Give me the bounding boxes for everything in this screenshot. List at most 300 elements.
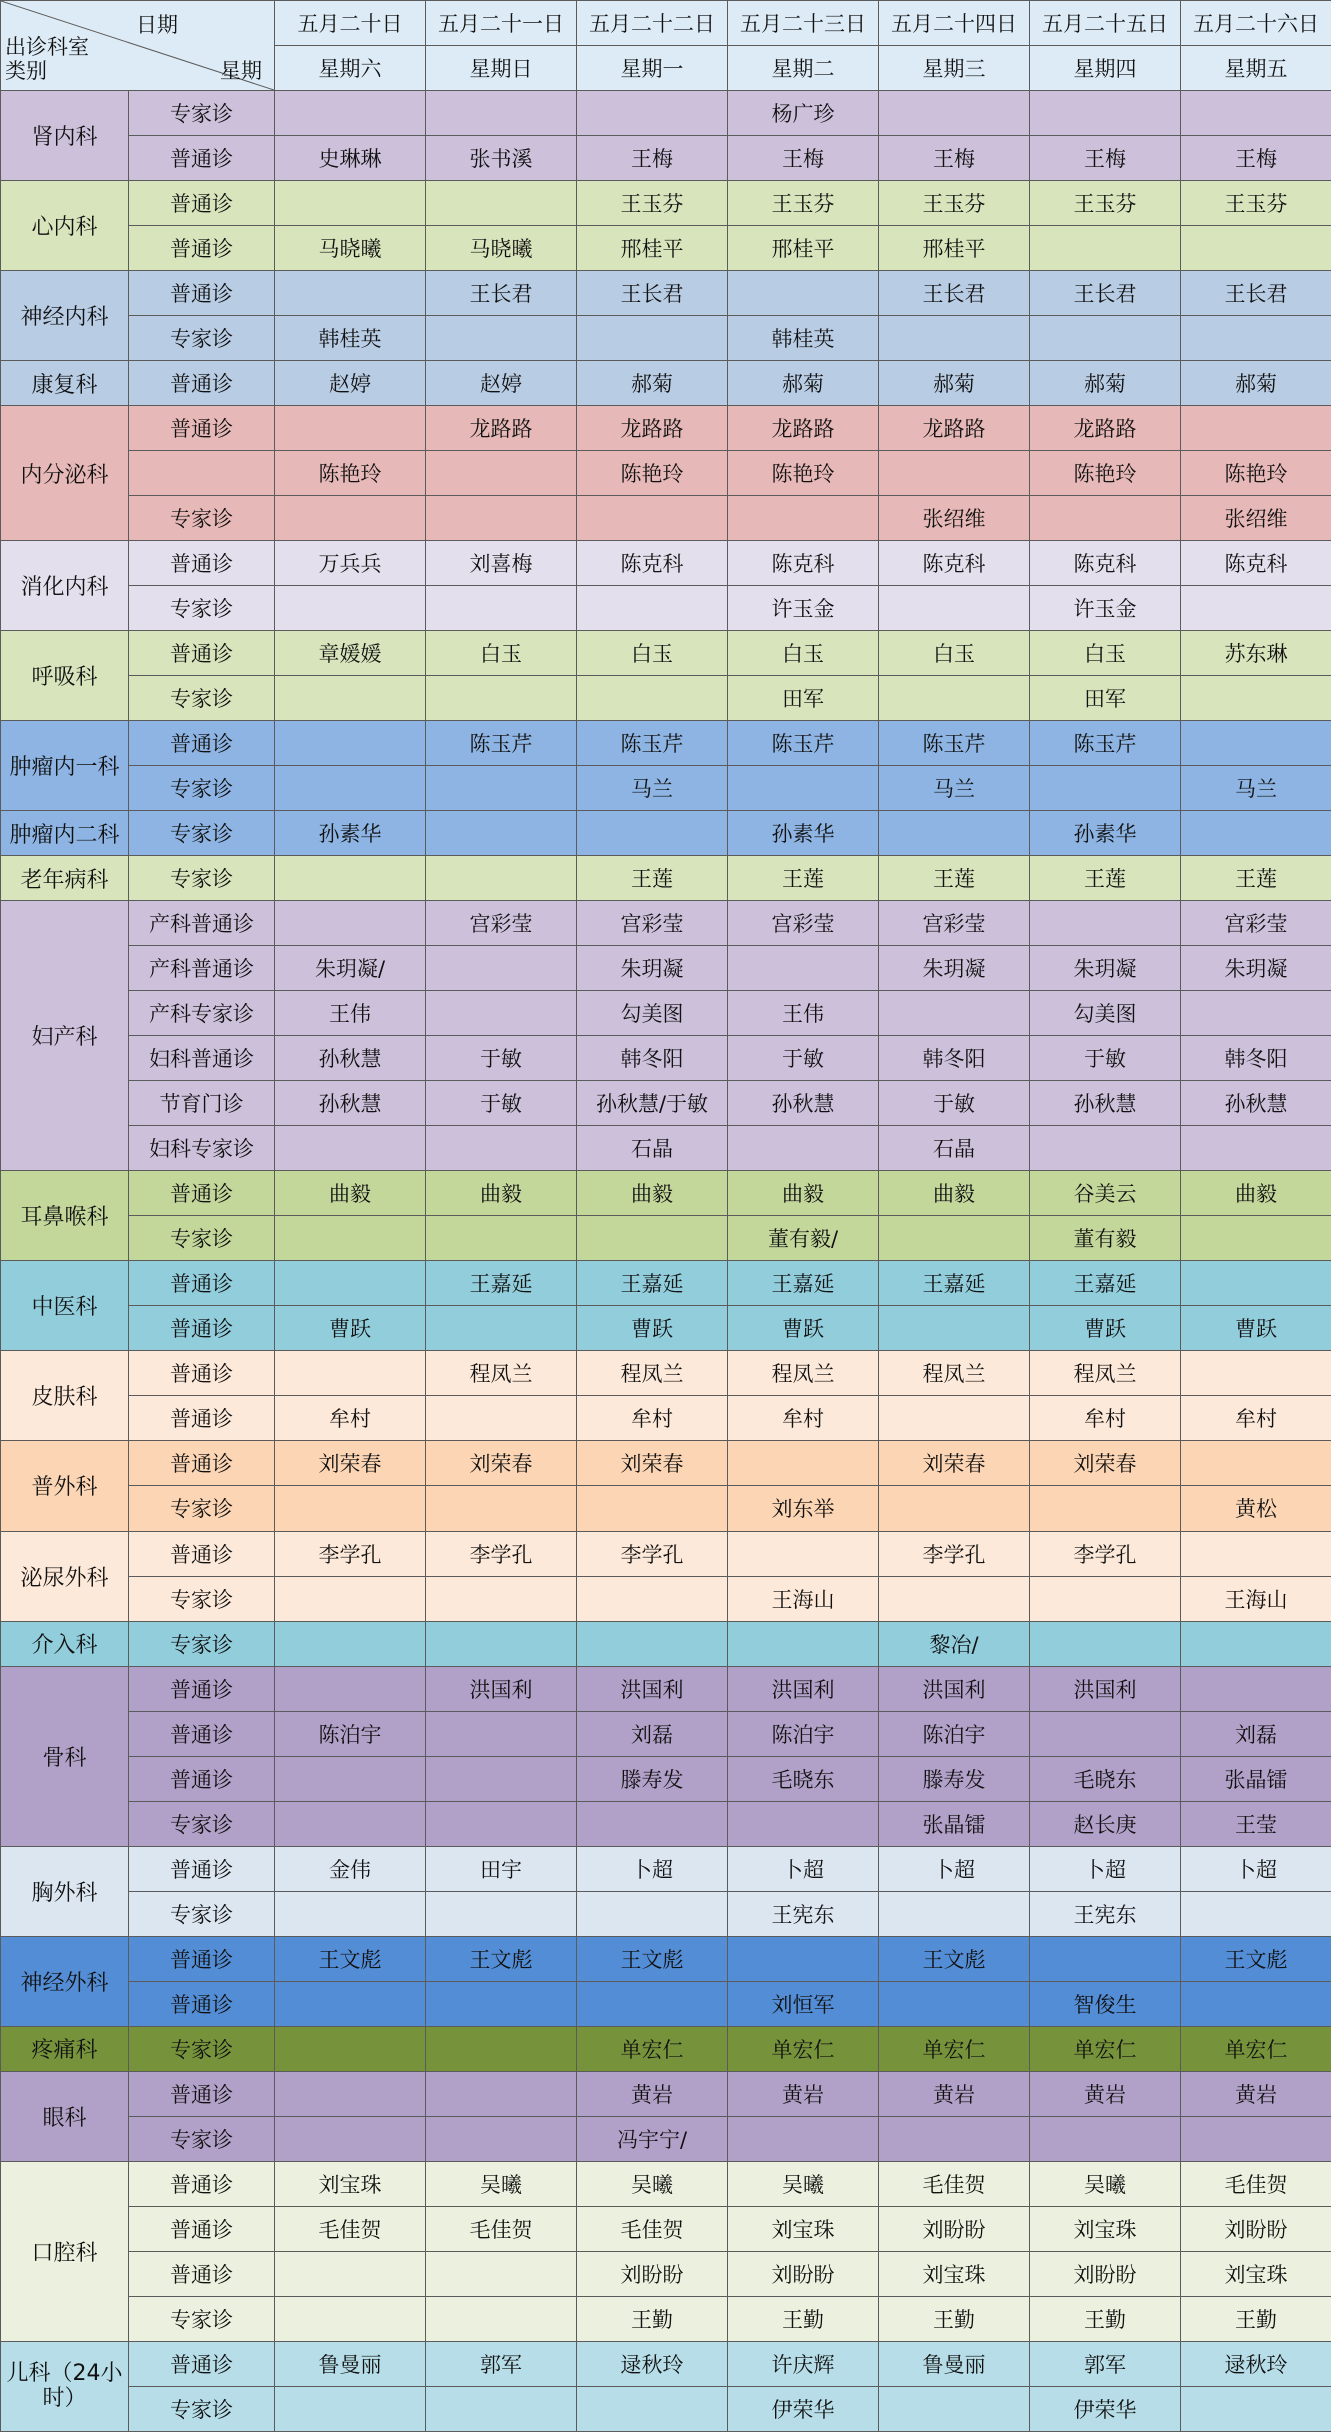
clinic-type: 专家诊 bbox=[129, 2116, 275, 2161]
schedule-row bbox=[1, 856, 1331, 901]
doctor-cell bbox=[275, 676, 426, 721]
doctor-cell bbox=[426, 1126, 577, 1171]
clinic-type: 专家诊 bbox=[129, 1216, 275, 1261]
doctor-cell: 逯秋玲 bbox=[1181, 2341, 1331, 2386]
department-name: 眼科 bbox=[1, 2071, 129, 2161]
doctor-cell: 陈玉芹 bbox=[1030, 721, 1181, 766]
department-name: 神经外科 bbox=[1, 1936, 129, 2026]
doctor-cell bbox=[275, 1126, 426, 1171]
doctor-cell: 董有毅 bbox=[1030, 1216, 1181, 1261]
department-name: 泌尿外科 bbox=[1, 1531, 129, 1621]
doctor-cell bbox=[879, 1981, 1030, 2026]
doctor-cell: 宫彩莹 bbox=[1181, 901, 1331, 946]
date-header: 五月二十五日 bbox=[1030, 1, 1181, 46]
doctor-cell: 朱玥凝 bbox=[1181, 946, 1331, 991]
doctor-cell bbox=[728, 496, 879, 541]
clinic-type: 产科普通诊 bbox=[129, 901, 275, 946]
doctor-cell: 金伟 bbox=[275, 1846, 426, 1891]
department-name: 介入科 bbox=[1, 1621, 129, 1666]
doctor-cell: 单宏仁 bbox=[577, 2026, 728, 2071]
doctor-cell bbox=[1030, 496, 1181, 541]
date-header: 五月二十六日 bbox=[1181, 1, 1331, 46]
doctor-cell bbox=[426, 856, 577, 901]
doctor-cell bbox=[275, 1981, 426, 2026]
doctor-cell: 王梅 bbox=[1181, 136, 1331, 181]
doctor-cell bbox=[275, 1216, 426, 1261]
doctor-cell: 牟村 bbox=[275, 1396, 426, 1441]
doctor-cell: 陈玉芹 bbox=[879, 721, 1030, 766]
doctor-cell bbox=[879, 1396, 1030, 1441]
doctor-cell: 陈艳玲 bbox=[1030, 451, 1181, 496]
doctor-cell bbox=[879, 2386, 1030, 2431]
doctor-cell: 曹跃 bbox=[1030, 1306, 1181, 1351]
doctor-cell bbox=[1181, 1666, 1331, 1711]
date-header: 五月二十四日 bbox=[879, 1, 1030, 46]
schedule-row bbox=[1, 181, 1331, 226]
doctor-cell: 陈克科 bbox=[728, 541, 879, 586]
doctor-cell: 田宇 bbox=[426, 1846, 577, 1891]
doctor-cell bbox=[1030, 1936, 1181, 1981]
doctor-cell: 王长君 bbox=[577, 271, 728, 316]
doctor-cell: 刘盼盼 bbox=[879, 2206, 1030, 2251]
schedule-row bbox=[1, 271, 1331, 316]
doctor-cell: 宫彩莹 bbox=[728, 901, 879, 946]
doctor-cell: 宫彩莹 bbox=[577, 901, 728, 946]
doctor-cell: 王文彪 bbox=[275, 1936, 426, 1981]
clinic-type: 普通诊 bbox=[129, 271, 275, 316]
type-header-label: 类别 bbox=[5, 55, 47, 85]
doctor-cell: 龙路路 bbox=[728, 406, 879, 451]
schedule-row bbox=[1, 2071, 1331, 2116]
department-name: 神经内科 bbox=[1, 271, 129, 361]
doctor-cell: 刘荣春 bbox=[275, 1441, 426, 1486]
doctor-cell: 滕寿发 bbox=[879, 1756, 1030, 1801]
schedule-row bbox=[1, 226, 1331, 271]
doctor-cell: 陈艳玲 bbox=[275, 451, 426, 496]
doctor-cell: 郝菊 bbox=[1030, 361, 1181, 406]
schedule-row bbox=[1, 1396, 1331, 1441]
doctor-cell bbox=[577, 676, 728, 721]
doctor-cell: 孙秋慧 bbox=[1030, 1081, 1181, 1126]
schedule-row bbox=[1, 1036, 1331, 1081]
schedule-row bbox=[1, 1126, 1331, 1171]
doctor-cell: 卜超 bbox=[577, 1846, 728, 1891]
clinic-type: 普通诊 bbox=[129, 1441, 275, 1486]
schedule-row bbox=[1, 2341, 1331, 2386]
doctor-cell bbox=[728, 766, 879, 811]
doctor-cell bbox=[275, 721, 426, 766]
doctor-cell bbox=[426, 586, 577, 631]
doctor-cell bbox=[879, 676, 1030, 721]
doctor-cell: 白玉 bbox=[728, 631, 879, 676]
doctor-cell: 王梅 bbox=[1030, 136, 1181, 181]
doctor-cell: 毛佳贺 bbox=[275, 2206, 426, 2251]
doctor-cell: 曹跃 bbox=[1181, 1306, 1331, 1351]
doctor-cell: 王文彪 bbox=[426, 1936, 577, 1981]
date-header: 五月二十二日 bbox=[577, 1, 728, 46]
doctor-cell bbox=[1181, 91, 1331, 136]
clinic-type: 普通诊 bbox=[129, 2071, 275, 2116]
doctor-cell bbox=[426, 811, 577, 856]
doctor-cell bbox=[879, 991, 1030, 1036]
doctor-cell bbox=[426, 1576, 577, 1621]
doctor-cell bbox=[275, 1801, 426, 1846]
doctor-cell: 刘盼盼 bbox=[577, 2251, 728, 2296]
doctor-cell: 王伟 bbox=[728, 991, 879, 1036]
doctor-cell bbox=[275, 766, 426, 811]
schedule-row bbox=[1, 91, 1331, 136]
department-name: 妇产科 bbox=[1, 901, 129, 1171]
clinic-type: 专家诊 bbox=[129, 1621, 275, 1666]
doctor-cell: 曲毅 bbox=[426, 1171, 577, 1216]
doctor-cell: 王文彪 bbox=[1181, 1936, 1331, 1981]
doctor-cell bbox=[1030, 1126, 1181, 1171]
doctor-cell: 李学孔 bbox=[1030, 1531, 1181, 1576]
doctor-cell: 王长君 bbox=[426, 271, 577, 316]
clinic-type: 普通诊 bbox=[129, 541, 275, 586]
doctor-cell bbox=[577, 1801, 728, 1846]
doctor-cell bbox=[275, 856, 426, 901]
doctor-cell bbox=[728, 1441, 879, 1486]
date-header: 五月二十三日 bbox=[728, 1, 879, 46]
doctor-cell: 刘宝珠 bbox=[879, 2251, 1030, 2296]
header-corner-cell bbox=[1, 1, 275, 91]
doctor-cell bbox=[1181, 226, 1331, 271]
doctor-cell: 陈克科 bbox=[879, 541, 1030, 586]
doctor-cell: 邢桂平 bbox=[728, 226, 879, 271]
weekday-header: 星期四 bbox=[1030, 46, 1181, 91]
doctor-cell: 牟村 bbox=[728, 1396, 879, 1441]
doctor-cell: 朱玥凝/ bbox=[275, 946, 426, 991]
doctor-cell bbox=[275, 496, 426, 541]
doctor-cell: 田军 bbox=[728, 676, 879, 721]
doctor-cell: 卜超 bbox=[879, 1846, 1030, 1891]
doctor-cell: 勾美图 bbox=[577, 991, 728, 1036]
schedule-row bbox=[1, 1756, 1331, 1801]
doctor-cell bbox=[275, 2386, 426, 2431]
doctor-cell: 白玉 bbox=[879, 631, 1030, 676]
doctor-cell: 孙秋慧 bbox=[275, 1036, 426, 1081]
doctor-cell: 黄岩 bbox=[1181, 2071, 1331, 2116]
doctor-cell: 黄岩 bbox=[1030, 2071, 1181, 2116]
clinic-type: 专家诊 bbox=[129, 496, 275, 541]
doctor-cell bbox=[577, 811, 728, 856]
doctor-cell: 程凤兰 bbox=[728, 1351, 879, 1396]
department-name: 皮肤科 bbox=[1, 1351, 129, 1441]
doctor-cell bbox=[577, 586, 728, 631]
doctor-cell: 曹跃 bbox=[275, 1306, 426, 1351]
schedule-row bbox=[1, 1486, 1331, 1531]
doctor-cell bbox=[426, 2026, 577, 2071]
department-name: 儿科（24小时） bbox=[1, 2341, 129, 2431]
schedule-row bbox=[1, 451, 1331, 496]
doctor-cell: 王勤 bbox=[728, 2296, 879, 2341]
date-header: 五月二十日 bbox=[275, 1, 426, 46]
weekday-header: 星期六 bbox=[275, 46, 426, 91]
doctor-cell: 龙路路 bbox=[879, 406, 1030, 451]
doctor-cell: 韩桂英 bbox=[728, 316, 879, 361]
doctor-cell bbox=[275, 1756, 426, 1801]
clinic-type: 普通诊 bbox=[129, 2206, 275, 2251]
department-name: 消化内科 bbox=[1, 541, 129, 631]
doctor-cell: 王梅 bbox=[728, 136, 879, 181]
doctor-cell: 牟村 bbox=[577, 1396, 728, 1441]
doctor-cell: 孙秋慧 bbox=[728, 1081, 879, 1126]
doctor-cell bbox=[879, 91, 1030, 136]
doctor-cell: 伊荣华 bbox=[1030, 2386, 1181, 2431]
date-header-label: 日期 bbox=[136, 9, 178, 39]
doctor-cell: 王莲 bbox=[577, 856, 728, 901]
doctor-cell: 逯秋玲 bbox=[577, 2341, 728, 2386]
doctor-cell bbox=[1181, 586, 1331, 631]
clinic-type: 专家诊 bbox=[129, 856, 275, 901]
doctor-cell: 陈克科 bbox=[1181, 541, 1331, 586]
schedule-row bbox=[1, 406, 1331, 451]
doctor-cell bbox=[879, 1576, 1030, 1621]
doctor-cell: 赵长庚 bbox=[1030, 1801, 1181, 1846]
doctor-cell bbox=[1181, 1531, 1331, 1576]
doctor-cell: 龙路路 bbox=[1030, 406, 1181, 451]
clinic-type: 普通诊 bbox=[129, 1846, 275, 1891]
clinic-type: 普通诊 bbox=[129, 1981, 275, 2026]
doctor-cell: 孙素华 bbox=[275, 811, 426, 856]
clinic-type: 普通诊 bbox=[129, 2341, 275, 2386]
doctor-cell: 孙秋慧 bbox=[1181, 1081, 1331, 1126]
doctor-cell: 王勤 bbox=[1181, 2296, 1331, 2341]
clinic-type: 普通诊 bbox=[129, 136, 275, 181]
doctor-cell: 张绍维 bbox=[1181, 496, 1331, 541]
doctor-cell: 陈克科 bbox=[577, 541, 728, 586]
doctor-cell bbox=[275, 2296, 426, 2341]
clinic-type: 普通诊 bbox=[129, 226, 275, 271]
doctor-cell: 韩冬阳 bbox=[1181, 1036, 1331, 1081]
doctor-cell: 王莲 bbox=[728, 856, 879, 901]
doctor-cell bbox=[275, 2116, 426, 2161]
clinic-type: 专家诊 bbox=[129, 1486, 275, 1531]
doctor-cell: 于敏 bbox=[426, 1081, 577, 1126]
schedule-row bbox=[1, 1846, 1331, 1891]
doctor-cell: 张晶镭 bbox=[1181, 1756, 1331, 1801]
doctor-cell bbox=[275, 586, 426, 631]
doctor-cell: 陈泊宇 bbox=[879, 1711, 1030, 1756]
doctor-cell: 毛佳贺 bbox=[879, 2161, 1030, 2206]
doctor-cell: 刘荣春 bbox=[1030, 1441, 1181, 1486]
doctor-cell bbox=[1181, 1621, 1331, 1666]
doctor-cell: 曹跃 bbox=[728, 1306, 879, 1351]
weekday-header: 星期一 bbox=[577, 46, 728, 91]
doctor-cell: 韩桂英 bbox=[275, 316, 426, 361]
schedule-row bbox=[1, 1081, 1331, 1126]
doctor-cell bbox=[426, 1891, 577, 1936]
department-name: 口腔科 bbox=[1, 2161, 129, 2341]
doctor-cell bbox=[728, 1126, 879, 1171]
doctor-cell: 韩冬阳 bbox=[879, 1036, 1030, 1081]
department-name: 骨科 bbox=[1, 1666, 129, 1846]
doctor-cell: 王梅 bbox=[879, 136, 1030, 181]
doctor-cell: 王伟 bbox=[275, 991, 426, 1036]
doctor-cell bbox=[879, 316, 1030, 361]
doctor-cell: 王长君 bbox=[879, 271, 1030, 316]
clinic-type: 专家诊 bbox=[129, 811, 275, 856]
doctor-cell: 邢桂平 bbox=[879, 226, 1030, 271]
doctor-cell bbox=[426, 676, 577, 721]
clinic-type: 专家诊 bbox=[129, 1801, 275, 1846]
schedule-row bbox=[1, 136, 1331, 181]
doctor-cell: 王莹 bbox=[1181, 1801, 1331, 1846]
doctor-cell: 马晓曦 bbox=[426, 226, 577, 271]
doctor-cell: 刘磊 bbox=[1181, 1711, 1331, 1756]
doctor-cell: 王勤 bbox=[1030, 2296, 1181, 2341]
doctor-cell bbox=[577, 316, 728, 361]
department-name: 肾内科 bbox=[1, 91, 129, 181]
clinic-type: 普通诊 bbox=[129, 1306, 275, 1351]
department-name: 呼吸科 bbox=[1, 631, 129, 721]
doctor-cell bbox=[275, 181, 426, 226]
doctor-cell: 马兰 bbox=[1181, 766, 1331, 811]
doctor-cell bbox=[577, 91, 728, 136]
doctor-cell: 洪国利 bbox=[577, 1666, 728, 1711]
doctor-cell: 程凤兰 bbox=[577, 1351, 728, 1396]
doctor-cell bbox=[426, 1306, 577, 1351]
doctor-cell bbox=[275, 91, 426, 136]
department-name: 内分泌科 bbox=[1, 406, 129, 541]
doctor-cell: 陈泊宇 bbox=[275, 1711, 426, 1756]
doctor-cell bbox=[426, 91, 577, 136]
doctor-cell: 黎冶/ bbox=[879, 1621, 1030, 1666]
doctor-cell bbox=[1030, 316, 1181, 361]
doctor-cell: 吴曦 bbox=[577, 2161, 728, 2206]
doctor-cell: 黄岩 bbox=[879, 2071, 1030, 2116]
weekday-header: 星期三 bbox=[879, 46, 1030, 91]
clinic-type: 专家诊 bbox=[129, 1576, 275, 1621]
doctor-cell bbox=[728, 271, 879, 316]
doctor-cell: 刘盼盼 bbox=[1181, 2206, 1331, 2251]
schedule-row bbox=[1, 1621, 1331, 1666]
schedule-row bbox=[1, 2026, 1331, 2071]
clinic-type: 专家诊 bbox=[129, 91, 275, 136]
doctor-cell: 鲁曼丽 bbox=[879, 2341, 1030, 2386]
clinic-type: 普通诊 bbox=[129, 1396, 275, 1441]
doctor-cell: 李学孔 bbox=[426, 1531, 577, 1576]
schedule-row bbox=[1, 1351, 1331, 1396]
doctor-cell: 陈玉芹 bbox=[728, 721, 879, 766]
schedule-row bbox=[1, 631, 1331, 676]
clinic-type: 产科普通诊 bbox=[129, 946, 275, 991]
doctor-cell: 陈艳玲 bbox=[1181, 451, 1331, 496]
schedule-row bbox=[1, 541, 1331, 586]
doctor-cell bbox=[879, 1216, 1030, 1261]
schedule-row bbox=[1, 991, 1331, 1036]
doctor-cell: 王海山 bbox=[728, 1576, 879, 1621]
doctor-cell bbox=[426, 1396, 577, 1441]
clinic-type: 专家诊 bbox=[129, 316, 275, 361]
clinic-type: 产科专家诊 bbox=[129, 991, 275, 1036]
doctor-cell: 吴曦 bbox=[1030, 2161, 1181, 2206]
doctor-cell: 刘东举 bbox=[728, 1486, 879, 1531]
schedule-row bbox=[1, 1936, 1331, 1981]
doctor-cell: 王长君 bbox=[1030, 271, 1181, 316]
doctor-cell bbox=[1030, 1621, 1181, 1666]
doctor-cell: 单宏仁 bbox=[1030, 2026, 1181, 2071]
clinic-type: 专家诊 bbox=[129, 676, 275, 721]
doctor-cell: 牟村 bbox=[1181, 1396, 1331, 1441]
doctor-cell: 王莲 bbox=[1030, 856, 1181, 901]
doctor-cell: 张晶镭 bbox=[879, 1801, 1030, 1846]
schedule-row bbox=[1, 2161, 1331, 2206]
doctor-cell bbox=[275, 406, 426, 451]
doctor-cell: 宫彩莹 bbox=[426, 901, 577, 946]
clinic-type: 普通诊 bbox=[129, 2251, 275, 2296]
doctor-cell: 智俊生 bbox=[1030, 1981, 1181, 2026]
doctor-cell bbox=[426, 496, 577, 541]
doctor-cell bbox=[1181, 1126, 1331, 1171]
doctor-cell: 毛佳贺 bbox=[426, 2206, 577, 2251]
clinic-type: 专家诊 bbox=[129, 586, 275, 631]
doctor-cell: 谷美云 bbox=[1030, 1171, 1181, 1216]
doctor-cell bbox=[728, 946, 879, 991]
doctor-cell: 于敏 bbox=[879, 1081, 1030, 1126]
doctor-cell: 王玉芬 bbox=[1030, 181, 1181, 226]
doctor-cell: 李学孔 bbox=[879, 1531, 1030, 1576]
doctor-cell: 李学孔 bbox=[275, 1531, 426, 1576]
doctor-cell: 王文彪 bbox=[577, 1936, 728, 1981]
doctor-cell bbox=[577, 1891, 728, 1936]
doctor-cell: 朱玥凝 bbox=[577, 946, 728, 991]
doctor-cell: 孙素华 bbox=[1030, 811, 1181, 856]
department-name: 肿瘤内一科 bbox=[1, 721, 129, 811]
doctor-cell bbox=[426, 451, 577, 496]
schedule-row bbox=[1, 1216, 1331, 1261]
doctor-cell: 毛晓东 bbox=[1030, 1756, 1181, 1801]
doctor-cell bbox=[1181, 406, 1331, 451]
clinic-type: 普通诊 bbox=[129, 631, 275, 676]
doctor-cell: 王嘉延 bbox=[1030, 1261, 1181, 1306]
doctor-cell bbox=[1030, 226, 1181, 271]
doctor-cell bbox=[879, 1891, 1030, 1936]
doctor-cell: 王长君 bbox=[1181, 271, 1331, 316]
schedule-row bbox=[1, 2116, 1331, 2161]
doctor-cell: 韩冬阳 bbox=[577, 1036, 728, 1081]
doctor-cell bbox=[577, 1981, 728, 2026]
doctor-cell bbox=[879, 1486, 1030, 1531]
schedule-row bbox=[1, 676, 1331, 721]
clinic-type: 普通诊 bbox=[129, 1756, 275, 1801]
clinic-type: 普通诊 bbox=[129, 181, 275, 226]
doctor-cell: 许玉金 bbox=[728, 586, 879, 631]
clinic-type: 普通诊 bbox=[129, 2161, 275, 2206]
doctor-cell: 王梅 bbox=[577, 136, 728, 181]
doctor-cell bbox=[1030, 1711, 1181, 1756]
doctor-cell: 龙路路 bbox=[577, 406, 728, 451]
schedule-row bbox=[1, 946, 1331, 991]
doctor-cell: 赵婷 bbox=[426, 361, 577, 406]
doctor-cell: 单宏仁 bbox=[1181, 2026, 1331, 2071]
doctor-cell bbox=[426, 1216, 577, 1261]
clinic-type bbox=[129, 451, 275, 496]
doctor-cell: 石晶 bbox=[879, 1126, 1030, 1171]
department-name: 肿瘤内二科 bbox=[1, 811, 129, 856]
schedule-row bbox=[1, 2251, 1331, 2296]
department-name: 疼痛科 bbox=[1, 2026, 129, 2071]
doctor-cell: 王嘉延 bbox=[728, 1261, 879, 1306]
doctor-cell: 陈艳玲 bbox=[728, 451, 879, 496]
doctor-cell: 王勤 bbox=[879, 2296, 1030, 2341]
doctor-cell bbox=[879, 451, 1030, 496]
doctor-cell: 赵婷 bbox=[275, 361, 426, 406]
doctor-cell: 王莲 bbox=[1181, 856, 1331, 901]
doctor-cell bbox=[426, 181, 577, 226]
doctor-cell bbox=[728, 2116, 879, 2161]
